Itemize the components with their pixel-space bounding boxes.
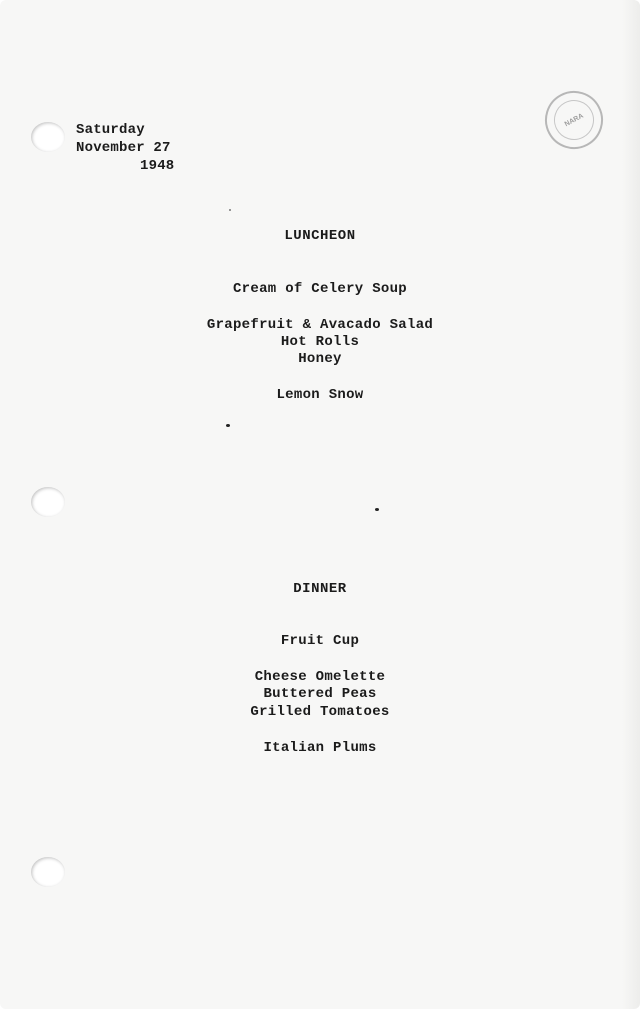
punch-hole-middle xyxy=(31,487,65,517)
ink-speck xyxy=(375,508,379,511)
luncheon-item-5: Lemon Snow xyxy=(276,387,364,403)
luncheon-item-3: Hot Rolls xyxy=(280,334,360,350)
luncheon-item-2: Grapefruit & Avacado Salad xyxy=(206,317,434,333)
luncheon-item-4: Honey xyxy=(298,351,342,367)
dinner-item-3: Buttered Peas xyxy=(263,686,377,702)
date-month-day: November 27 xyxy=(76,140,171,156)
dinner-heading: DINNER xyxy=(293,581,347,597)
dinner-item-1: Fruit Cup xyxy=(280,633,360,649)
dinner-item-2: Cheese Omelette xyxy=(254,669,386,685)
punch-hole-bottom xyxy=(31,857,65,887)
archive-stamp-inner xyxy=(547,93,601,147)
date-day: Saturday xyxy=(76,122,145,138)
dinner-item-4: Grilled Tomatoes xyxy=(250,704,390,720)
date-year: 1948 xyxy=(140,158,175,174)
archive-stamp xyxy=(535,81,613,159)
luncheon-heading: LUNCHEON xyxy=(284,228,356,244)
paper-edge-shading xyxy=(622,0,640,1009)
ink-speck xyxy=(229,209,231,211)
stamp-label: NARA xyxy=(563,112,585,128)
punch-hole-top xyxy=(31,122,65,152)
luncheon-item-1: Cream of Celery Soup xyxy=(232,281,408,297)
date-block xyxy=(76,121,174,175)
ink-speck xyxy=(226,424,230,427)
dinner-item-5: Italian Plums xyxy=(263,740,377,756)
